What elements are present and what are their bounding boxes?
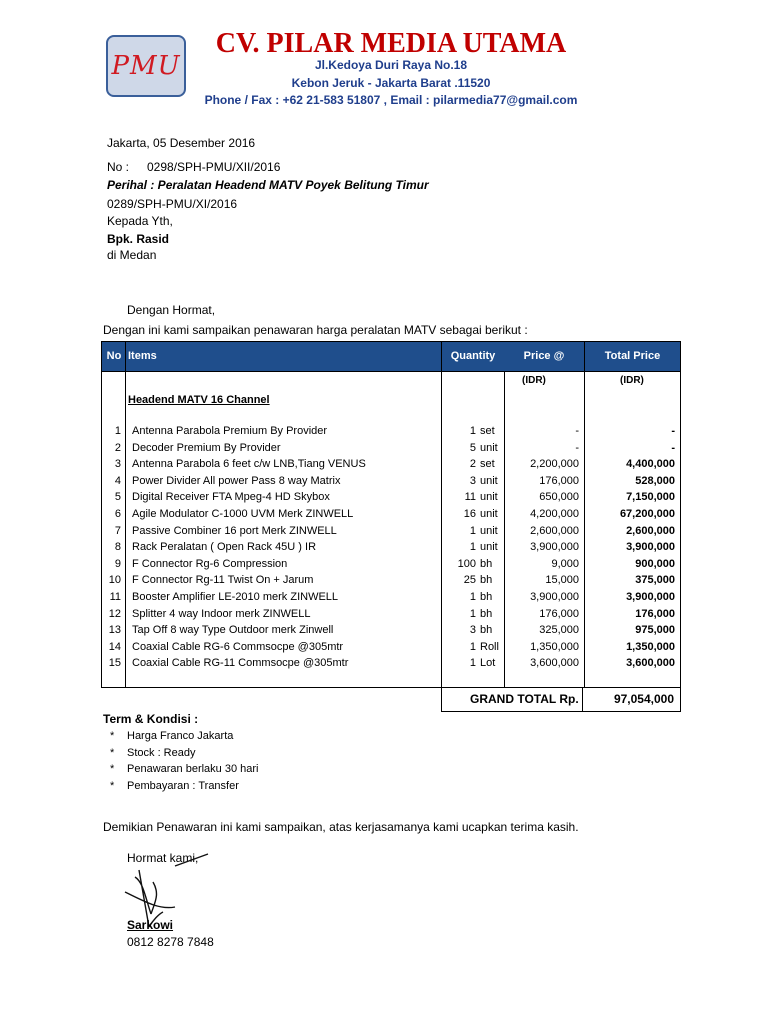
row-unit: bh [480, 624, 493, 637]
row-price: - [575, 441, 579, 454]
row-total: 1,350,000 [626, 640, 675, 653]
table-row [102, 624, 680, 641]
section-title: Headend MATV 16 Channel [128, 394, 270, 406]
row-unit: Lot [480, 657, 496, 670]
row-total: 3,600,000 [626, 657, 675, 670]
terms-item [110, 763, 259, 775]
table-row [102, 508, 680, 525]
row-quantity: 1 [469, 591, 476, 603]
recipient-salutation: Kepada Yth, [107, 214, 173, 228]
table-row [102, 541, 680, 558]
header-total: Total Price [604, 350, 661, 362]
row-item: F Connector Rg-11 Twist On + Jarum [132, 574, 314, 587]
row-price: 9,000 [551, 557, 579, 570]
row-number: 3 [114, 458, 121, 471]
row-number: 7 [114, 524, 121, 537]
signer-name: Sarkowi [127, 918, 174, 932]
row-number: 11 [109, 591, 121, 603]
row-total: 7,150,000 [626, 491, 675, 504]
row-number: 14 [108, 640, 121, 653]
row-total: 3,900,000 [626, 591, 675, 603]
row-item: F Connector Rg-6 Compression [132, 557, 288, 570]
row-item: Digital Receiver FTA Mpeg-4 HD Skybox [132, 491, 330, 504]
header-price: Price @ [523, 350, 565, 362]
table-header [102, 342, 680, 371]
row-quantity: 25 [463, 574, 476, 587]
table-row [102, 558, 680, 575]
row-price: 176,000 [539, 607, 579, 620]
row-quantity: 16 [463, 508, 476, 520]
row-unit: unit [480, 441, 498, 454]
row-price: 1,350,000 [530, 640, 579, 653]
address-line-1: Jl.Kedoya Duri Raya No.18 [314, 58, 468, 72]
header-quantity: Quantity [450, 350, 496, 362]
row-price: 3,900,000 [530, 591, 579, 603]
grand-total-row [441, 688, 681, 712]
terms-item-text: Penawaran berlaku 30 hari [127, 763, 259, 775]
letter-subject: Perihal : Peralatan Headend MATV Poyek Belitung Timur [107, 178, 429, 192]
row-unit: set [480, 425, 495, 437]
terms-item-text: Pembayaran : Transfer [127, 779, 239, 792]
row-quantity: 3 [469, 474, 476, 487]
row-unit: bh [480, 574, 493, 587]
row-price: - [575, 425, 579, 437]
row-item: Power Divider All power Pass 8 way Matrix [132, 474, 341, 487]
row-price: 3,600,000 [530, 657, 579, 670]
bullet-icon: * [110, 779, 115, 792]
grand-total-value: 97,054,000 [613, 692, 674, 706]
bullet-icon: * [110, 763, 115, 775]
row-total: 176,000 [635, 607, 675, 620]
row-unit: unit [480, 524, 498, 537]
header-items: Items [128, 350, 157, 362]
row-number: 1 [114, 425, 121, 437]
logo-text: PMU [111, 51, 181, 81]
intro-text: Dengan ini kami sampaikan penawaran harga peralatan MATV sebagai berikut : [103, 323, 528, 337]
row-price: 2,600,000 [530, 524, 579, 537]
table-row [102, 458, 680, 475]
letter-date: Jakarta, 05 Desember 2016 [107, 136, 256, 150]
table-row [102, 425, 680, 442]
row-quantity: 5 [469, 441, 476, 454]
row-quantity: 11 [464, 491, 476, 504]
row-unit: unit [480, 541, 498, 554]
recipient-location: di Medan [107, 248, 157, 262]
row-total: - [671, 441, 675, 454]
row-number: 13 [108, 624, 121, 637]
company-logo [106, 35, 186, 97]
terms-item [110, 746, 196, 759]
row-quantity: 1 [469, 524, 476, 537]
row-quantity: 100 [457, 557, 476, 570]
row-unit: unit [480, 508, 498, 520]
row-item: Tap Off 8 way Type Outdoor merk Zinwell [132, 624, 334, 637]
recipient-name: Bpk. Rasid [107, 232, 170, 246]
row-quantity: 1 [469, 640, 476, 653]
table-row [102, 608, 680, 625]
quotation-table [101, 341, 681, 688]
letter-number: 0298/SPH-PMU/XII/2016 [147, 160, 281, 174]
row-number: 2 [114, 441, 121, 454]
header-rule [102, 371, 680, 372]
table-row [102, 591, 680, 608]
row-total: 67,200,000 [619, 508, 675, 520]
row-item: Coaxial Cable RG-6 Commsocpe @305mtr [132, 640, 344, 653]
regards: Hormat kami, [127, 851, 199, 865]
row-price: 2,200,000 [530, 458, 579, 471]
signer-phone: 0812 8278 7848 [127, 935, 214, 949]
row-number: 8 [114, 541, 121, 554]
row-unit: bh [480, 607, 493, 620]
row-number: 12 [108, 607, 121, 620]
greeting: Dengan Hormat, [127, 303, 216, 317]
row-price: 325,000 [539, 624, 579, 637]
terms-item-text: Stock : Ready [127, 746, 196, 759]
row-price: 650,000 [539, 491, 579, 504]
row-total: 528,000 [635, 474, 675, 487]
row-quantity: 1 [469, 657, 476, 670]
price-currency: (IDR) [522, 375, 546, 386]
row-unit: bh [480, 557, 493, 570]
closing-text: Demikian Penawaran ini kami sampaikan, atas kerjasamanya kami ucapkan terima kasih. [103, 820, 579, 834]
row-item: Agile Modulator C-1000 UVM Merk ZINWELL [132, 508, 354, 520]
row-total: 3,900,000 [626, 541, 675, 554]
row-quantity: 3 [469, 624, 476, 637]
row-item: Passive Combiner 16 port Merk ZINWELL [132, 524, 337, 537]
contact-line: Phone / Fax : +62 21-583 51807 , Email : pilarmedia77@gmail.com [204, 93, 578, 107]
row-item: Rack Peralatan ( Open Rack 45U ) IR [132, 541, 317, 554]
row-item: Antenna Parabola Premium By Provider [132, 425, 328, 437]
row-total: 2,600,000 [626, 524, 675, 537]
row-quantity: 1 [469, 541, 476, 554]
company-name: CV. PILAR MEDIA UTAMA [215, 28, 567, 59]
row-price: 15,000 [545, 574, 579, 587]
row-total: 375,000 [635, 574, 675, 587]
row-quantity: 1 [469, 607, 476, 620]
letter-number-label: No : [107, 160, 130, 174]
row-number: 10 [108, 574, 121, 587]
table-row [102, 442, 680, 459]
header-no: No [106, 350, 122, 362]
total-currency: (IDR) [620, 375, 644, 386]
row-unit: unit [480, 474, 498, 487]
row-price: 176,000 [539, 474, 579, 487]
table-row [102, 574, 680, 591]
table-row [102, 641, 680, 658]
row-item: Antenna Parabola 6 feet c/w LNB,Tiang VENUS [132, 458, 366, 471]
terms-title: Term & Kondisi : [103, 712, 199, 726]
row-unit: Roll [480, 640, 499, 653]
bullet-icon: * [110, 746, 115, 759]
row-number: 5 [114, 491, 121, 504]
row-number: 6 [114, 508, 121, 520]
row-total: 900,000 [635, 557, 675, 570]
row-number: 9 [114, 557, 121, 570]
row-total: 975,000 [635, 624, 675, 637]
row-number: 15 [108, 657, 121, 670]
table-row [102, 525, 680, 542]
row-total: 4,400,000 [626, 458, 675, 471]
terms-item-text: Harga Franco Jakarta [127, 730, 234, 742]
row-unit: unit [480, 491, 498, 504]
bullet-icon: * [110, 730, 115, 742]
column-divider [582, 688, 583, 711]
row-item: Coaxial Cable RG-11 Commsocpe @305mtr [132, 657, 349, 670]
table-row [102, 491, 680, 508]
grand-total-label: GRAND TOTAL Rp. [470, 692, 579, 706]
row-item: Splitter 4 way Indoor merk ZINWELL [132, 607, 311, 620]
row-item: Booster Amplifier LE-2010 merk ZINWELL [132, 591, 339, 603]
address-line-2: Kebon Jeruk - Jakarta Barat .11520 [291, 76, 491, 90]
row-price: 4,200,000 [530, 508, 579, 520]
letter-reference: 0289/SPH-PMU/XI/2016 [107, 197, 238, 211]
terms-item [110, 779, 239, 792]
row-quantity: 2 [469, 458, 476, 471]
terms-item [110, 730, 234, 742]
row-unit: bh [480, 591, 493, 603]
row-item: Decoder Premium By Provider [132, 441, 281, 454]
table-row [102, 475, 680, 492]
table-row [102, 657, 680, 674]
row-price: 3,900,000 [530, 541, 579, 554]
row-quantity: 1 [469, 425, 476, 437]
row-number: 4 [114, 474, 121, 487]
row-total: - [671, 425, 675, 437]
row-unit: set [480, 458, 495, 471]
